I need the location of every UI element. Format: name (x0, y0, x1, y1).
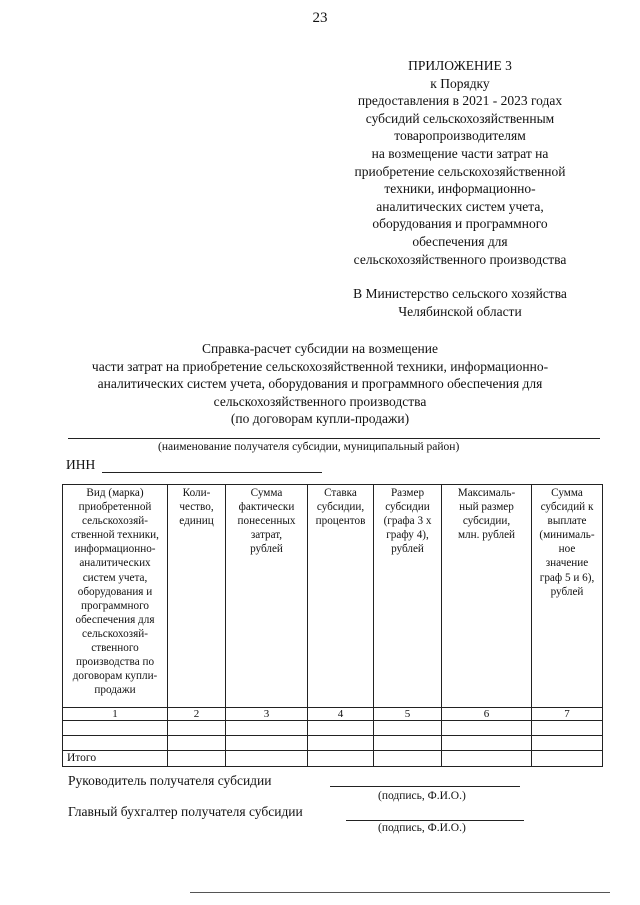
appendix-line: ПРИЛОЖЕНИЕ 3 (408, 58, 512, 73)
column-number: 2 (168, 708, 226, 721)
table-cell[interactable] (442, 736, 532, 751)
accountant-signature-label: Главный бухгалтер получателя субсидии (68, 804, 303, 819)
table-cell[interactable] (63, 736, 168, 751)
accountant-signature-caption: (подпись, Ф.И.О.) (378, 822, 466, 834)
table-cell[interactable] (374, 751, 442, 767)
table-cell[interactable] (308, 721, 374, 736)
title-line: (по договорам купли-продажи) (230, 411, 410, 426)
table-cell[interactable] (226, 721, 308, 736)
header-text-line: процентов (315, 515, 366, 528)
title-line: части затрат на приобретение сельскохозяйственной техники, информационно- (91, 358, 549, 374)
header-text-line: субсидии (385, 501, 430, 514)
recipient-line: Челябинской области (398, 304, 522, 319)
header-text-line: значение (545, 557, 589, 570)
header-text-line: договорам купли- (72, 670, 158, 683)
appendix-line: субсидий сельскохозяйственным (365, 110, 555, 126)
header-text-line: продажи (94, 684, 136, 697)
table-cell[interactable] (442, 721, 532, 736)
head-signature-caption: (подпись, Ф.И.О.) (378, 790, 466, 802)
header-text-line: Вид (марка) (86, 487, 144, 499)
appendix-line: техники, информационно- (384, 181, 536, 197)
header-text-line: рублей (391, 543, 424, 556)
subsidy-calculation-table (62, 484, 603, 767)
title-line: Справка-расчет субсидии на возмещение (202, 341, 438, 356)
header-text-line: субсидий к (540, 501, 594, 514)
title-line: аналитических систем учета, оборудования и программного обеспечения для (97, 376, 543, 391)
head-signature-line (330, 786, 520, 787)
table-row (63, 721, 603, 736)
page-number: 23 (312, 10, 328, 26)
column-number: 4 (308, 708, 374, 721)
appendix-line: на возмещение части затрат на (371, 145, 549, 161)
header-text-line: рублей (550, 585, 584, 598)
inn-label: ИНН (66, 457, 96, 472)
table-cell[interactable] (226, 751, 308, 767)
header-text-line: единиц (179, 515, 214, 528)
header-text-line: (графа 3 х (383, 515, 432, 528)
appendix-line: к Порядку (430, 75, 490, 91)
total-label: Итого (63, 751, 168, 767)
table-cell[interactable] (63, 721, 168, 736)
header-text-line: млн. рублей (457, 529, 516, 542)
table-header-row (63, 485, 603, 708)
table-cell[interactable] (442, 751, 532, 767)
header-cell-subsidy-amount (374, 485, 442, 708)
header-text-line: понесенных (237, 515, 296, 528)
header-text-line: (минималь- (539, 529, 595, 542)
header-text-line: обеспечения для (75, 613, 155, 626)
table-cell[interactable] (168, 736, 226, 751)
table-cell[interactable] (168, 751, 226, 767)
header-text-line: ный размер (459, 501, 514, 514)
table-cell[interactable] (532, 736, 603, 751)
document-title (40, 340, 600, 428)
header-text-line: ное (558, 543, 576, 556)
appendix-line: обеспечения для (412, 233, 508, 249)
header-cell-subsidy-rate (308, 485, 374, 708)
table-cell[interactable] (168, 721, 226, 736)
header-text-line: сельскохозяй- (82, 627, 148, 640)
table-cell[interactable] (374, 721, 442, 736)
column-number: 7 (532, 708, 603, 721)
appendix-line: сельскохозяйственного производства (353, 251, 567, 267)
header-cell-quantity (168, 485, 226, 708)
header-text-line: рублей (250, 543, 283, 556)
table-cell[interactable] (308, 736, 374, 751)
recipient-name-line (68, 438, 600, 439)
header-text-line: субсидии, (316, 501, 365, 514)
header-cell-payout (532, 485, 603, 708)
header-text-line: производства по (75, 656, 155, 669)
appendix-line: предоставления в 2021 - 2023 годах (357, 93, 563, 109)
recipient-block (320, 285, 600, 321)
header-text-line: Сумма (250, 487, 283, 499)
header-text-line: Размер (390, 487, 425, 499)
column-number: 3 (226, 708, 308, 721)
header-text-line: систем учета, (82, 571, 148, 584)
header-text-line: субсидии, (462, 515, 511, 528)
column-number: 5 (374, 708, 442, 721)
head-signature-label: Руководитель получателя субсидии (68, 773, 272, 788)
appendix-line: аналитических систем учета, (376, 198, 544, 214)
table-cell[interactable] (226, 736, 308, 751)
header-text-line: сельскохозяй- (82, 515, 148, 528)
header-cell-equipment (63, 485, 168, 708)
table-cell[interactable] (308, 751, 374, 767)
header-text-line: Ставка (324, 487, 357, 499)
header-text-line: чество, (179, 501, 214, 514)
header-text-line: аналитических (79, 557, 151, 570)
header-text-line: выплате (547, 515, 587, 528)
recipient-line: В Министерство сельского хозяйства (353, 286, 567, 301)
header-text-line: граф 5 и 6), (539, 571, 595, 584)
header-text-line: программного (81, 599, 149, 612)
accountant-signature-line (346, 820, 524, 821)
header-cell-max-subsidy (442, 485, 532, 708)
appendix-line: оборудования и программного (372, 216, 548, 232)
title-line: сельскохозяйственного производства (213, 393, 427, 409)
table-cell[interactable] (532, 721, 603, 736)
header-text-line: фактически (238, 501, 295, 514)
header-text-line: Максималь- (457, 487, 516, 499)
header-cell-actual-costs (226, 485, 308, 708)
appendix-header (320, 57, 600, 268)
table-cell[interactable] (532, 751, 603, 767)
table-cell[interactable] (374, 736, 442, 751)
header-text-line: Сумма (551, 487, 583, 499)
footer-rule (190, 892, 610, 893)
column-number-row (63, 708, 603, 721)
inn-field-line (102, 472, 322, 473)
header-text-line: графу 4), (386, 529, 429, 542)
appendix-line: товаропроизводителям (394, 128, 526, 144)
header-text-line: ственной техники, (71, 529, 159, 542)
table-row (63, 736, 603, 751)
header-text-line: затрат, (250, 529, 283, 542)
header-text-line: ственного (91, 642, 139, 655)
header-text-line: Коли- (182, 487, 211, 499)
header-text-line: приобретенной (78, 501, 152, 514)
appendix-line: приобретение сельскохозяйственной (354, 163, 566, 179)
recipient-name-caption: (наименование получателя субсидии, муниципальный район) (158, 441, 460, 453)
header-text-line: информационно- (74, 543, 156, 556)
column-number: 6 (442, 708, 532, 721)
header-text-line: оборудования и (77, 585, 153, 598)
total-row (63, 751, 603, 767)
column-number: 1 (63, 708, 168, 721)
